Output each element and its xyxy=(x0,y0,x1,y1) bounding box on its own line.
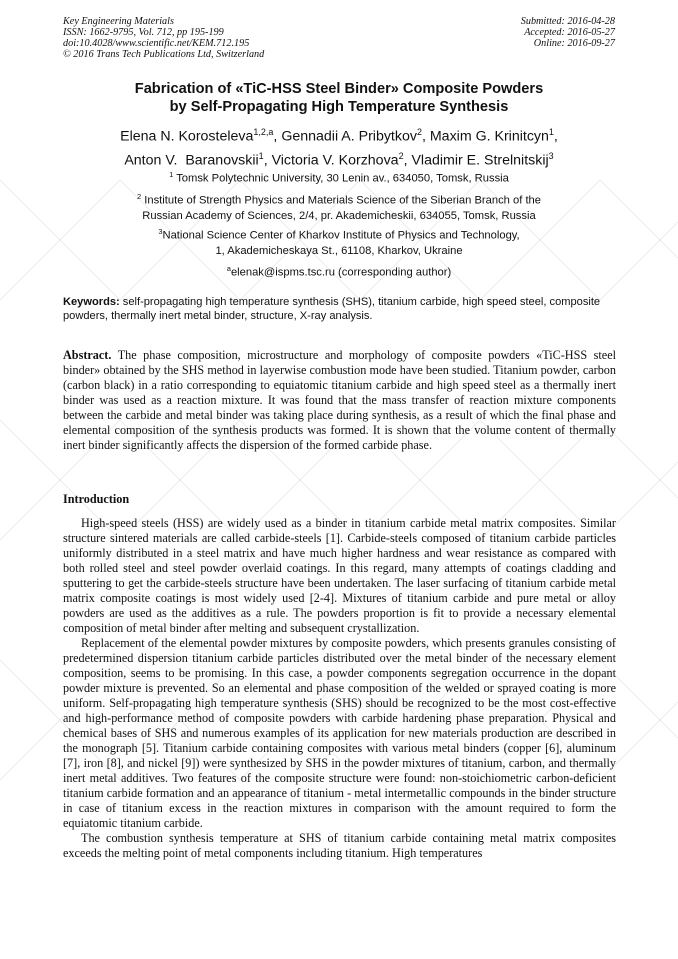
keywords-text: self-propagating high temperature synthesis (SHS), titanium carbide, high speed steel, composite powders, thermally inert metal binder, structure, X-ray analysis. xyxy=(63,296,601,322)
corresponding-email xyxy=(40,261,638,281)
journal-name: Key Engineering Materials xyxy=(63,16,174,27)
affiliation-sup: 2 xyxy=(136,192,142,201)
author-name: Vladimir E. Strelnitskij xyxy=(411,152,549,169)
abstract-label: Abstract. xyxy=(63,348,112,362)
issn-line: ISSN: 1662-9795, Vol. 712, pp 195-199 xyxy=(63,27,224,38)
abstract-text: The phase composition, microstructure and morphology of composite powders «TiC-HSS steel binder» obtained by the SHS method in layerwise combustion mode have been studied. Titanium powder, carbon (carbon black) in a ratio corresponding to equiatomic titanium carbide and high speed steel as a thermally inert binder was used as a reaction mixture. It was found that the mass transfer of reaction mixture components between the carbide and metal binder was taking place during synthesis, as a result of which the final phase and elemental composition of the synthesis products was formed. It is shown that the volume content of thermally inert binder significantly affects the dispersion of the formed carbide phase. xyxy=(63,348,616,452)
author-sup: 2 xyxy=(416,127,422,137)
keywords-label: Keywords: xyxy=(63,296,120,308)
affiliation-1 xyxy=(40,167,638,187)
submitted-date: Submitted: 2016-04-28 xyxy=(520,16,615,27)
author-sup: 1 xyxy=(258,150,264,161)
paragraph: The combustion synthesis temperature at SHS of titanium carbide containing metal matrix composites exceeds the melting point of metal components including titanium. High temperatures xyxy=(63,831,616,860)
author-name: Anton V. Baranovskii xyxy=(124,152,259,169)
affiliation-2 xyxy=(40,189,638,224)
author-sup: 1,2,a xyxy=(253,127,274,137)
author-name: Elena N. Korosteleva xyxy=(120,128,254,145)
author-name: Maxim G. Krinitcyn xyxy=(429,128,549,145)
author-name: Gennadii A. Pribytkov xyxy=(281,128,417,145)
accepted-date: Accepted: 2016-05-27 xyxy=(524,27,615,38)
author-sup: 3 xyxy=(548,150,554,161)
abstract xyxy=(63,348,616,453)
author-name: Victoria V. Korzhova xyxy=(271,152,399,169)
title-line-2: by Self-Propagating High Temperature Synthesis xyxy=(169,99,509,115)
copyright-line: © 2016 Trans Tech Publications Ltd, Switzerland xyxy=(63,49,265,60)
affiliation-sup: 1 xyxy=(169,170,174,179)
keywords xyxy=(63,295,616,323)
paragraph: Replacement of the elemental powder mixtures by composite powders, which presents granules consisting of predetermined dispersion titanium carbide particles distributed over the metal binder of the necessary element composition, seems to be promising. In this case, a powder components segregation occurrence in the dopant powder mixture is prevented. So an elemental and phase composition of the welded or sprayed coating is more uniform. Self-propagating high temperature synthesis (SHS) should be recognized to be the most cost-effective and high-performance method of composite powders with carbide hardening phase preparation. Physical and chemical bases of SHS and numerous examples of its application for new materials production are described in the monograph [5]. Titanium carbide containing composites with various metal binders (copper [6], aluminum [7], iron [8], and nickel [9]) were synthesized by SHS in the powder mixtures of titanium, carbon, and thermally inert metal additives. Two features of the composite structure were found: non-stoichiometric carbon-deficient titanium carbide formation and an appearance of titanium - metal intermetallic compounds in the binder structure in case of titanium excess in the reaction mixtures in comparison with the amount required to form the equiatomic titanium carbide. xyxy=(63,636,616,830)
affiliation-text: Tomsk Polytechnic University, 30 Lenin av., 634050, Tomsk, Russia xyxy=(176,172,509,185)
journal-info xyxy=(63,16,264,60)
email-sup: a xyxy=(226,264,231,273)
title-line-1: Fabrication of «TiC-HSS Steel Binder» Composite Powders xyxy=(134,81,544,97)
online-date: Online: 2016-09-27 xyxy=(533,38,615,49)
paragraph: High-speed steels (HSS) are widely used as a binder in titanium carbide metal matrix composites. Similar structure sintered materials are called carbide-steels [1]. Carbide-steels composed of titanium carbide particles uniformly distributed in a steel matrix and have much higher hardness and wear resistance as compared with both rolled steel and steel powder overlaid coatings. In this regard, many attempts of coatings cladding and sputtering to get the carbide-steels structure have been undertaken. The laser surfacing of titanium carbide metal matrix composite coatings is most widely used [2-4]. Mixtures of titanium carbide and pure metal or alloy powders are used as the additives as a rule. The powders proportion is fit to provide a necessary elemental composition of metal binder after melting and subsequent crystallization. xyxy=(63,516,616,635)
affiliation-sup: 3 xyxy=(158,227,163,236)
affiliation-3 xyxy=(40,224,638,259)
affiliation-text: 1, Akademicheskaya St., 61108, Kharkov, Ukraine xyxy=(215,244,463,257)
author-sup: 2 xyxy=(398,150,404,161)
affiliation-text: National Science Center of Kharkov Institute of Physics and Technology, xyxy=(162,229,520,242)
author-sup: 1 xyxy=(548,127,554,137)
affiliation-text: Russian Academy of Sciences, 2/4, pr. Akademicheskii, 634055, Tomsk, Russia xyxy=(142,209,536,222)
author-list: Elena N. Korosteleva$^{1,2,a}$, Gennadii A. Pribytkov$^2$, Maxim G. Krinitcyn$^1$, Anton V. Baranovskii$^1$, Victoria V. Korzhova$^2$, Vladimir E. Strelnitskij$^3$ xyxy=(120,127,558,169)
paper-title xyxy=(0,80,678,116)
doi-line: doi:10.4028/www.scientific.net/KEM.712.195 xyxy=(63,38,250,49)
section-heading: Introduction xyxy=(63,492,130,506)
dates-info xyxy=(521,16,615,49)
affiliation-text: Institute of Strength Physics and Materials Science of the Siberian Branch of the xyxy=(144,194,542,207)
introduction-body xyxy=(63,516,616,861)
email-text: elenak@ispms.tsc.ru (corresponding author) xyxy=(230,266,452,279)
